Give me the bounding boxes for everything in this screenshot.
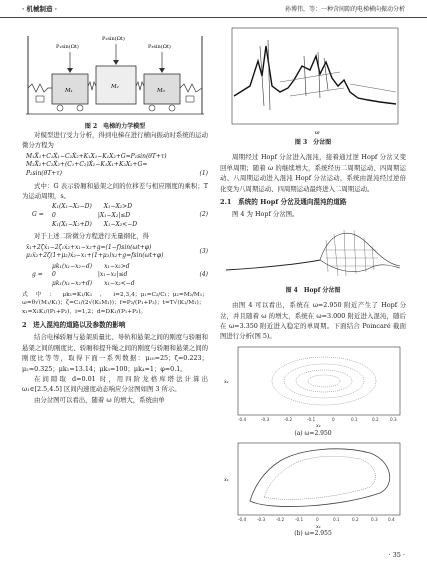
fig5a-x-label: x₁	[316, 422, 321, 429]
equation-3	[26, 244, 208, 261]
fig5b-xtick: 0.2	[352, 517, 359, 523]
force-label-p1: P₁sin(Ωt)	[56, 44, 79, 50]
elevator-mechanics-diagram	[22, 26, 208, 122]
mass-label-m2: M₂	[111, 84, 119, 90]
fig5b-xtick: -0.1	[295, 517, 304, 523]
bifurcation-diagram	[220, 26, 406, 138]
fig5b-xtick: -0.3	[257, 517, 266, 523]
eq3-line2: μ₁ẍ₂+2ζ(1+μ₂)ẋ₂−x₁+(1+μ₃)x₂+g=fsin(ωt+φ)	[26, 252, 164, 260]
eq2-number: (2)	[199, 211, 208, 219]
figure-3	[220, 26, 406, 148]
eq1-number: (1)	[199, 170, 208, 177]
force-label-p3: P₃sin(Ωt)	[148, 44, 171, 50]
poincare-section-b	[220, 441, 406, 529]
poincare-section-a	[220, 345, 406, 429]
eq3-number: (3)	[199, 247, 208, 255]
mass-label-m1: M₁	[65, 88, 73, 94]
eq4-line3: μk₁(x₁−x₂+d) x₁−x₂<−d	[52, 279, 135, 287]
hopf-bifurcation-diagram	[220, 220, 406, 286]
figure-2-caption: 图 2 电梯的力学模型	[84, 123, 146, 130]
equation-2	[32, 203, 208, 229]
fig5a-xtick: 0.2	[372, 416, 379, 422]
fig5b-x-label: x₁	[316, 524, 321, 530]
figure-5a	[220, 345, 406, 439]
right-column	[220, 26, 406, 540]
paragraph-params: 结合电梯轿厢与悬架质量比、导轨和悬架之间的刚度与轿厢和悬架之间的刚度比、轿厢和提升绳之间的刚度与轿厢和悬架之间的刚度比等等，取得下面一系列数据：μ₁₀=25；ζ=0.223；μ₂=0.325；μk₁=13.14；μk₃=100；μk₄=1；φ=0.1。	[22, 333, 208, 373]
fig5b-xtick: 0	[316, 517, 319, 523]
paragraph-fig4-intro: 图 4 为 Hopf 分岔图。	[232, 210, 299, 219]
eq4-number: (4)	[199, 270, 208, 278]
force-label-p2: P₂sin(Ωt)	[102, 36, 125, 42]
eq2-line2: 0 |X₁−X₂|≤D	[52, 212, 131, 219]
mass-label-m3: M₃	[157, 88, 165, 94]
paragraph-hopf-route: 周期经过 Hopf 分岔进入混沌，接着通过逆 Hopf 分岔又变回单周期；随着 ω 的继续增大，系统经历二周期运动、四周期运动、八周期运动进入混沌 Hopf 分岔运动，系统由混沌经过逆倍化变为八周期运动、四周期运动最终进入二周期运动。	[220, 153, 406, 193]
eq1-line2: M₂Ẍ₂+C₂Ẋ₂+(C₁+C₂)Ẋ₂−K₁X₁+K₂X₂+G=	[26, 161, 148, 169]
paragraph-intro: 对模型进行受力分析，得到电梯在进行横向振动时系统的运动微分方程为	[22, 131, 208, 150]
eq1-line3: P₂sin(θT+τ)	[26, 170, 62, 177]
fig5a-xtick: -0.3	[261, 416, 270, 422]
eq3-line1: ẍ₁+2ζẋ₁−2ζ₁ẋ₂+x₁−x₂+g=(1−f)sin(ωt+φ)	[26, 243, 152, 251]
eq1-line1: M₁Ẍ₁+C₁Ẋ₁−C₂Ẋ₂+K₁X₁−K₁X₂+G=P₁sin(θT+τ)	[26, 152, 167, 160]
fig5a-xtick: -0.2	[284, 416, 293, 422]
fig5b-xtick: -0.2	[276, 517, 285, 523]
section-2-1-heading: 2.1 系统的 Hopf 分岔及通向混沌的道路	[220, 198, 347, 207]
figure-4	[220, 220, 406, 296]
fig5a-xtick: -0.4	[238, 416, 247, 422]
article-title-header: 孙博伟，等：一种含间隙的电梯横向振动分析	[284, 6, 405, 13]
equation-1	[26, 153, 208, 179]
paragraph-hopf-analysis: 由图 4 可以看出，系统在 ω=2.950 附近产生了 Hopf 分岔，并且随着 ω 的增大，系统在 ω=3.000 附近进入混沌，随后在 ω=3.350 附近进入稳定的单周期。下面结合 Poincaré 截面图进行分析(图 5)。	[220, 301, 406, 341]
left-column	[22, 26, 208, 405]
eq4-line1: μk₁(x₁−x₂−d) x₁−x₂>d	[52, 262, 130, 270]
section-2-heading: 2 进入混沌的道路以及参数的影响	[22, 320, 126, 329]
fig3-x-label: ω	[315, 130, 320, 136]
eq2-line3: K₁(X₁−X₂+D) X₁−X₂<−D	[52, 220, 138, 228]
fig5b-xtick: -0.4	[238, 517, 247, 523]
paragraph-nondim: 对于上述二阶微分方程进行无量纲化，得	[34, 232, 150, 241]
fig5a-xtick: 0	[332, 416, 335, 422]
eq2-line1: K₁(X₁−X₂−D) X₁−X₂>D	[52, 203, 133, 211]
figure-4-caption: 图 4 Hopf 分岔图	[285, 286, 341, 294]
paragraph-bifurcation-start: 由分岔图可以看出，随着 ω 的增大，系统由单	[34, 395, 165, 404]
fig5b-xtick: 0.4	[388, 517, 395, 523]
figure-3-caption: 图 3 分岔图	[294, 139, 332, 146]
figure-5b	[220, 441, 406, 539]
fig5a-xtick: 0.1	[351, 416, 358, 422]
fig5a-y-label: ẋ₁	[224, 378, 229, 385]
fig5b-xtick: 0.3	[371, 517, 378, 523]
eq4-lhs: g =	[32, 270, 43, 278]
paragraph-rk4: 在间隙取 d=0.01 时，用四阶龙格库塔法计算出 ω₁∈[2.5,4.5] 区间内速度动态响应分岔图如图 3 所示。	[22, 374, 208, 394]
eq2-lhs: G =	[32, 211, 44, 219]
journal-name: · 机械制造 ·	[22, 5, 58, 13]
equation-4	[32, 262, 208, 289]
fig5a-xtick: -0.1	[307, 416, 316, 422]
fig5a-xtick: 0.3	[390, 416, 397, 422]
fig5b-y-label: ẋ₁	[224, 477, 229, 484]
figure-5a-caption: (a) ω=2.950	[294, 429, 332, 437]
paragraph-gdef: 式中：G 表示轿厢和悬架之间的位移差与相应刚度的乘积；T 为运动周期，s。	[22, 181, 208, 200]
paragraph-symbols: 式中：μk₁=K₁/K₁，i=2,3,4；μ₁=C₂/C₁；μ₂=M₂/M₁；ω=θ√(M₁/K₁)；ζ=C₁/(2√(K₁M₁))；f=P₂/(P₁+P₂)；t=T√(K₁/M₁)；x₁=X₁K₁/(P₁+P₂)，i=1,2；d=DK₁/(P₁+P₂)。	[22, 291, 208, 316]
eq4-line2: 0 |x₁−x₂|≤d	[52, 271, 128, 279]
page-number: · 35 ·	[388, 551, 405, 559]
figure-2	[22, 26, 208, 130]
figure-5b-caption: (b) ω=2.955	[294, 530, 332, 538]
running-header	[0, 0, 427, 18]
fig5b-xtick: 0.1	[333, 517, 340, 523]
